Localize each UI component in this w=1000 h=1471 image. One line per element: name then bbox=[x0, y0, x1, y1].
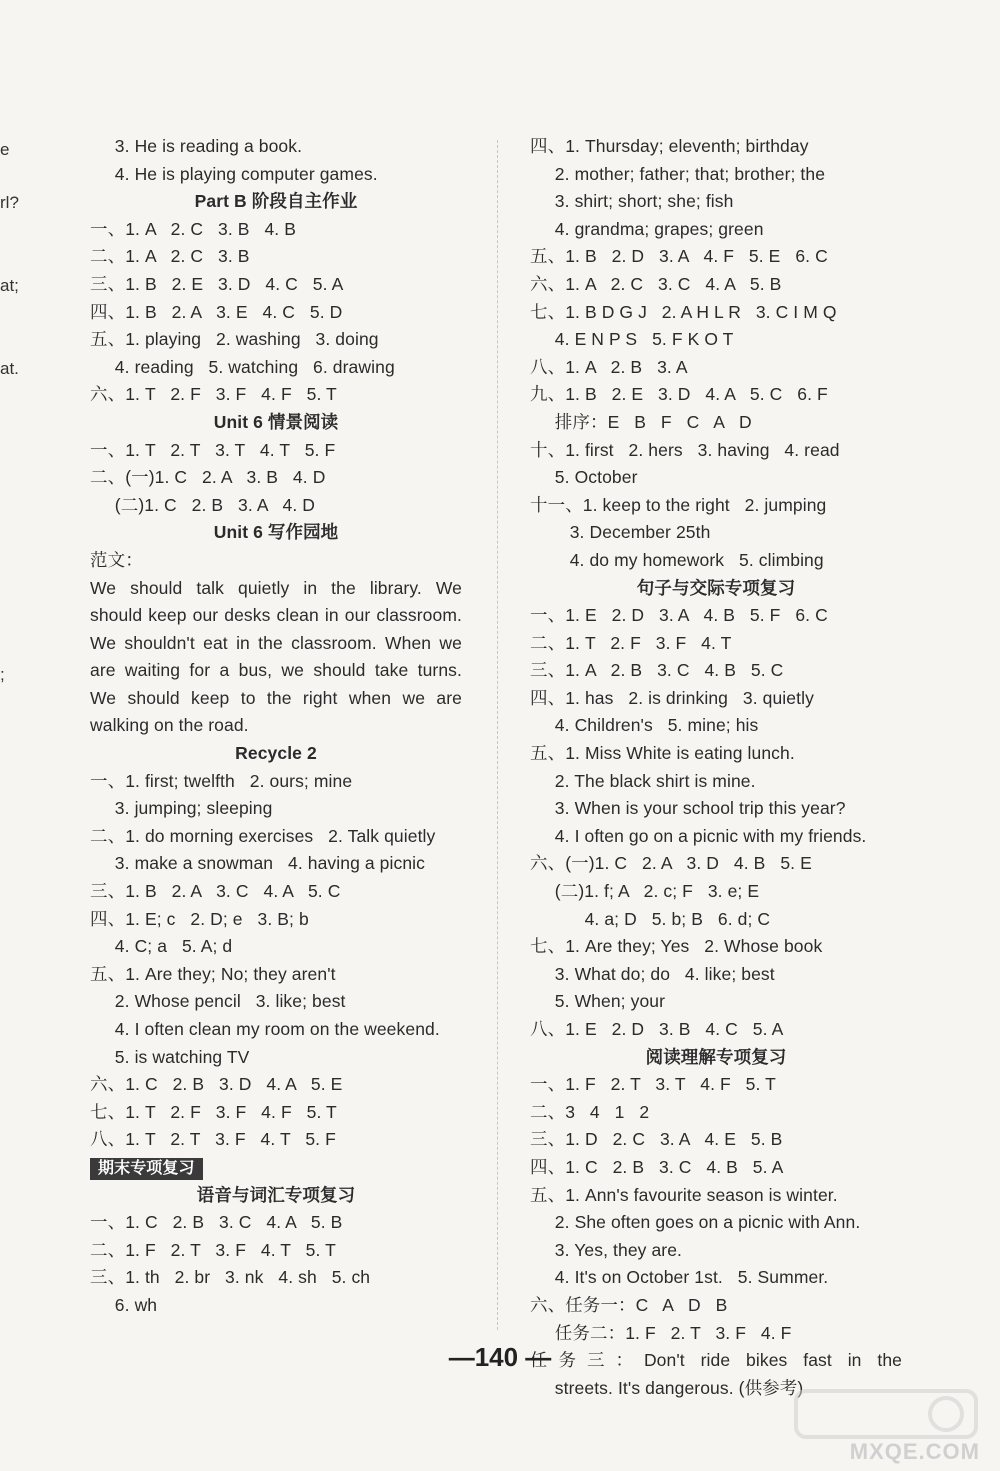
answer-line: 八、1. A 2. B 3. A bbox=[530, 356, 688, 377]
answer-line: (二)1. f; A 2. c; F 3. e; E bbox=[530, 881, 760, 902]
answer-line: 五、1. Ann's favourite season is winter. bbox=[530, 1184, 838, 1205]
answer-line: 3. December 25th bbox=[530, 522, 711, 543]
answer-line: 六、1. A 2. C 3. C 4. A 5. B bbox=[530, 273, 782, 294]
section-badge-label: 期末专项复习 bbox=[90, 1158, 203, 1180]
answer-line: 4. I often clean my room on the weekend. bbox=[90, 1019, 440, 1039]
answer-line: 4. I often go on a picnic with my friends. bbox=[530, 825, 867, 846]
answer-line: 二、3 4 1 2 bbox=[530, 1101, 650, 1122]
answer-line: 九、1. B 2. E 3. D 4. A 5. C 6. F bbox=[530, 384, 828, 405]
page-number: —140 — bbox=[448, 1342, 552, 1372]
answer-line: 4. E N P S 5. F K O T bbox=[530, 329, 734, 350]
answer-line: 任务二：1. F 2. T 3. F 4. F bbox=[530, 1322, 792, 1343]
answer-line: 七、1. B D G J 2. A H L R 3. C I M Q bbox=[530, 301, 837, 322]
section-heading: Recycle 2 bbox=[235, 743, 317, 764]
answer-line: 五、1. B 2. D 3. A 4. F 5. E 6. C bbox=[530, 246, 828, 267]
edge-fragment: e bbox=[0, 140, 10, 159]
answer-line: 十、1. first 2. hers 3. having 4. read bbox=[530, 439, 840, 460]
answer-line: 七、1. T 2. F 3. F 4. F 5. T bbox=[90, 1101, 337, 1122]
section-heading: 语音与词汇专项复习 bbox=[196, 1184, 356, 1205]
answer-line: 5. is watching TV bbox=[90, 1046, 250, 1067]
answer-line: 三、1. th 2. br 3. nk 4. sh 5. ch bbox=[90, 1267, 371, 1288]
answer-line: 一、1. F 2. T 3. T 4. F 5. T bbox=[530, 1074, 776, 1095]
answer-line: are waiting for a bus, we should take turns. bbox=[90, 660, 462, 681]
answer-line: 范文： bbox=[90, 549, 143, 570]
answer-line: 二、1. do morning exercises 2. Talk quietly bbox=[90, 825, 436, 846]
answer-line: 4. C; a 5. A; d bbox=[90, 936, 233, 957]
answer-line: 五、1. playing 2. washing 3. doing bbox=[90, 329, 379, 350]
section-heading: 阅读理解专项复习 bbox=[645, 1046, 787, 1067]
edge-fragment: rl? bbox=[0, 193, 19, 212]
answer-line: 4. He is playing computer games. bbox=[90, 163, 378, 184]
answer-line: 3. make a snowman 4. having a picnic bbox=[90, 853, 426, 874]
answer-line: 二、1. F 2. T 3. F 4. T 5. T bbox=[90, 1239, 336, 1260]
answer-line: 一、1. A 2. C 3. B 4. B bbox=[90, 218, 296, 239]
answer-line: 4. Children's 5. mine; his bbox=[530, 715, 759, 736]
answer-line: 一、1. T 2. T 3. T 4. T 5. F bbox=[90, 439, 336, 460]
watermark-text: MXQE.COM bbox=[849, 1439, 980, 1464]
answer-line: should keep our desks clean in our classroom. bbox=[90, 605, 462, 626]
answer-line: 2. The black shirt is mine. bbox=[530, 770, 756, 791]
answer-line: 六、1. T 2. F 3. F 4. F 5. T bbox=[90, 384, 337, 405]
answer-line: 三、1. B 2. A 3. C 4. A 5. C bbox=[90, 881, 341, 902]
edge-fragment: ; bbox=[0, 665, 5, 684]
answer-line: 3. jumping; sleeping bbox=[90, 798, 273, 819]
answer-line: 一、1. first; twelfth 2. ours; mine bbox=[90, 770, 353, 791]
answer-line: 3. When is your school trip this year? bbox=[530, 798, 846, 819]
answer-line: 七、1. Are they; Yes 2. Whose book bbox=[530, 936, 823, 957]
answer-line: streets. It's dangerous. (供参考) bbox=[530, 1377, 804, 1398]
answer-line: 2. She often goes on a picnic with Ann. bbox=[530, 1212, 861, 1233]
section-heading: Unit 6 写作园地 bbox=[213, 522, 339, 543]
answer-line: 六、1. C 2. B 3. D 4. A 5. E bbox=[90, 1074, 343, 1095]
answer-line: 四、1. C 2. B 3. C 4. B 5. A bbox=[530, 1156, 784, 1177]
section-heading: Part B 阶段自主作业 bbox=[194, 191, 358, 212]
answer-line: 四、1. Thursday; eleventh; birthday bbox=[530, 136, 809, 156]
answer-line: 5. October bbox=[530, 467, 638, 488]
answer-line: 五、1. Miss White is eating lunch. bbox=[530, 743, 795, 764]
answer-line: 4. a; D 5. b; B 6. d; C bbox=[530, 908, 771, 929]
section-badge bbox=[90, 1154, 462, 1182]
answer-line: 十一、1. keep to the right 2. jumping bbox=[530, 494, 827, 515]
column-divider bbox=[497, 140, 498, 1330]
answer-line: 八、1. E 2. D 3. B 4. C 5. A bbox=[530, 1019, 784, 1039]
answer-line: 任务三：Don't ride bikes fast in the bbox=[530, 1350, 902, 1371]
answer-line: 四、1. has 2. is drinking 3. quietly bbox=[530, 687, 814, 708]
answer-line: 一、1. E 2. D 3. A 4. B 5. F 6. C bbox=[530, 605, 828, 626]
answer-line: 3. shirt; short; she; fish bbox=[530, 191, 734, 212]
answer-line: walking on the road. bbox=[90, 715, 249, 736]
answer-line: We should keep to the right when we are bbox=[90, 687, 462, 708]
answer-line: 三、1. D 2. C 3. A 4. E 5. B bbox=[530, 1129, 783, 1150]
answer-line: 二、(一)1. C 2. A 3. B 4. D bbox=[90, 467, 326, 488]
answer-line: 六、任务一：C A D B bbox=[530, 1294, 728, 1315]
answer-line: 5. When; your bbox=[530, 991, 666, 1012]
answer-line: We should talk quietly in the library. We bbox=[90, 577, 462, 598]
left-column bbox=[90, 133, 462, 1320]
answer-line: 二、1. T 2. F 3. F 4. T bbox=[530, 632, 732, 653]
answer-line: 二、1. A 2. C 3. B bbox=[90, 246, 250, 267]
answer-line: 6. wh bbox=[90, 1294, 158, 1315]
answer-line: 八、1. T 2. T 3. F 4. T 5. F bbox=[90, 1129, 336, 1150]
answer-line: 4. do my homework 5. climbing bbox=[530, 549, 824, 570]
answer-line: 四、1. E; c 2. D; e 3. B; b bbox=[90, 908, 309, 929]
answer-line: 2. mother; father; that; brother; the bbox=[530, 163, 826, 184]
answer-line: 4. grandma; grapes; green bbox=[530, 218, 764, 239]
section-heading: 句子与交际专项复习 bbox=[636, 577, 796, 598]
answer-line: 一、1. C 2. B 3. C 4. A 5. B bbox=[90, 1212, 343, 1233]
answer-line: 排序：E B F C A D bbox=[530, 411, 752, 432]
answer-line: 2. Whose pencil 3. like; best bbox=[90, 991, 346, 1012]
answer-line: 4. reading 5. watching 6. drawing bbox=[90, 356, 395, 377]
edge-fragment: at; bbox=[0, 276, 19, 295]
answer-line: We shouldn't eat in the classroom. When we bbox=[90, 632, 462, 653]
edge-fragment: at. bbox=[0, 359, 19, 378]
answer-line: 六、(一)1. C 2. A 3. D 4. B 5. E bbox=[530, 853, 812, 874]
answer-line: 3. Yes, they are. bbox=[530, 1239, 683, 1260]
answer-line: (二)1. C 2. B 3. A 4. D bbox=[90, 494, 316, 515]
answer-line: 4. It's on October 1st. 5. Summer. bbox=[530, 1267, 829, 1288]
answer-line: 四、1. B 2. A 3. E 4. C 5. D bbox=[90, 301, 343, 322]
right-column bbox=[530, 133, 902, 1402]
answer-line: 3. He is reading a book. bbox=[90, 136, 303, 156]
answer-line: 3. What do; do 4. like; best bbox=[530, 963, 775, 984]
answer-line: 五、1. Are they; No; they aren't bbox=[90, 963, 336, 984]
answer-line: 三、1. B 2. E 3. D 4. C 5. A bbox=[90, 273, 344, 294]
section-heading: Unit 6 情景阅读 bbox=[213, 411, 339, 432]
answer-line: 三、1. A 2. B 3. C 4. B 5. C bbox=[530, 660, 784, 681]
